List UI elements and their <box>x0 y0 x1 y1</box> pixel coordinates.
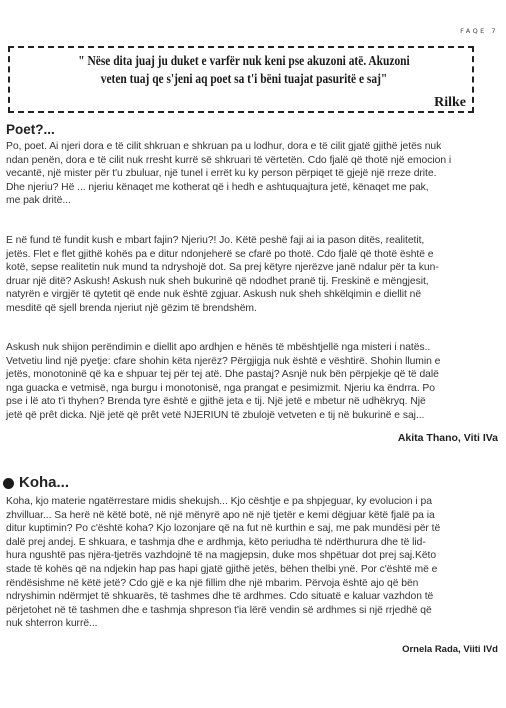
text-line: nga guacka e vetmisë, nga burgu i monotonisë, nga prangat e pesimizmit. Njeriu ka ëndrra. Po <box>6 382 435 394</box>
article-poet-title: Poet?... <box>6 122 55 137</box>
article-poet-paragraph-3 <box>6 341 500 423</box>
quote-author: Rilke <box>434 95 466 110</box>
text-line: hura ngushtë pas njëra-tjetrës vazhdojnë të na magjepsin, duke mos shpëtuar dot prej saj.Këto <box>6 550 437 562</box>
text-line: druar një ditë? Askush! Askush nuk sheh bukurinë që ndodhet pranë tij. Freskinë e mëngjesit, <box>6 275 429 287</box>
text-line: jetës, monotoninë që ka e shpuar tej për tej atë. Dhe pastaj? Asnjë nuk bën përpjekje që të dalë <box>6 369 439 381</box>
article-koha-signature: Ornela Rada, Viiti IVd <box>402 644 498 655</box>
text-line: Po, poet. Ai njeri dora e të cilit shkruan e shkruan pa u lodhur, dora e të cilit gjatë gjithë jetës nuk <box>6 141 442 152</box>
text-line: vecantë, një mister për t'u zbuluar, një tunel i errët ku ky person përpiqet të gjejë një rreze drite. <box>6 168 437 180</box>
text-line: Vetvetiu lind një pyetje: cfare shohin këta njerëz? Përgjigja nuk është e vështirë. Shohin llumin e <box>6 355 441 367</box>
text-line: natyrën e virgjër të qytetit që ende nuk është zgjuar. Askush nuk sheh shkëlqimin e diellit në <box>6 289 422 301</box>
text-line: ditur kuptimin? Po c'është koha? Kjo lozonjare që na fut në kurthin e saj, me pak mundësi për të <box>6 523 441 535</box>
text-line: ndryshimin ndërmjet të shkuarës, të tashmes dhe të ardhmes. Cdo situatë e kaluar vazhdon të <box>6 591 434 603</box>
quote-line-2: veten tuaj qe s'jeni aq poet sa t'i bëni tuajat pasuritë e saj" <box>100 71 388 86</box>
text-line: përjetohet në të tashmen dhe e tashmja shpreson t'ia lërë vendin së ardhmes si një rrjedhë që <box>6 604 432 616</box>
article-koha-paragraph <box>6 495 500 631</box>
text-line: Askush nuk shijon perëndimin e diellit apo ardhjen e hënës të mbështjellë nga misteri i natës.. <box>6 342 431 353</box>
text-line: stade të kohës që na ndjekin hap pas hapi gjatë gjithë jetës, bëhen thelbi ynë. Por c'është më e <box>6 563 438 575</box>
quote-text <box>53 52 435 88</box>
text-line: pse i lë ato t'i thyhen? Brenda tyre është e gjithë jeta e tij. Një jetë e mbetur në udhëkryq. Një <box>6 396 426 408</box>
text-line: rëndësishme në këtë jetë? Cdo gjë e ka një fillim dhe një mbarim. Përvoja është ajo që bën <box>6 577 419 589</box>
text-line: nuk shterron kurrë... <box>6 618 98 630</box>
article-poet-signature: Akita Thano, Viti IVa <box>397 432 498 444</box>
text-line: ndan penën, dora e të cilit nuk rresht kurrë së shkruari të vërtetën. Cdo fjalë që thotë një emocion i <box>6 154 452 166</box>
text-line: zhvilluar... Sa herë në këtë botë, në një mënyrë apo në një tjetër e kemi dëgjuar këtë fjalë pa ia <box>6 509 435 521</box>
text-line: me pak dritë... <box>6 195 71 207</box>
text-line: E në fund të fundit kush e mbart fajin? Njeriu?! Jo. Këtë peshë faji ai ia pason ditës, realitetit, <box>6 235 425 246</box>
text-line: mesditë që sjell brenda njeriut një gëzim të brendshëm. <box>6 302 257 314</box>
section-bullet-icon <box>3 478 14 489</box>
text-line: Dhe njeriu? Hë ... njeriu kënaqet me kotherat që i hedh e ashtuquajtura jetë, kënaqet me pak, <box>6 181 429 193</box>
article-poet-paragraph-1 <box>6 140 500 208</box>
article-poet-paragraph-2 <box>6 234 500 316</box>
page-number: FAQE 7 <box>460 27 498 35</box>
text-line: Koha, kjo materie ngatërrestare midis shekujsh... Kjo cështje e pa shpjeguar, ky evolucion i pa <box>6 496 432 507</box>
text-line: dalë prej andej. E shkuara, e tashmja dhe e ardhmja, këto periudha të ndërthurura dhe të lid- <box>6 536 426 548</box>
text-line: kotë, sepse realitetin nuk mund ta ndryshojë dot. Sa prej këtyre njerëzve janë ndalur për ta kun- <box>6 262 439 274</box>
text-line: jetës. Flet e flet gjithë kohës pa e ditur ndonjeherë se cfarë po thotë. Cdo fjalë që thotë është e <box>6 248 434 260</box>
quote-line-1: " Nëse dita juaj ju duket e varfër nuk keni pse akuzoni atë. Akuzoni <box>78 53 410 68</box>
article-koha-title: Koha... <box>19 474 70 491</box>
text-line: jetë që prêt dicka. Një jetë që prêt vetë NJERIUN të zbulojë vetveten e tij në bukurinë e saj... <box>6 409 425 421</box>
